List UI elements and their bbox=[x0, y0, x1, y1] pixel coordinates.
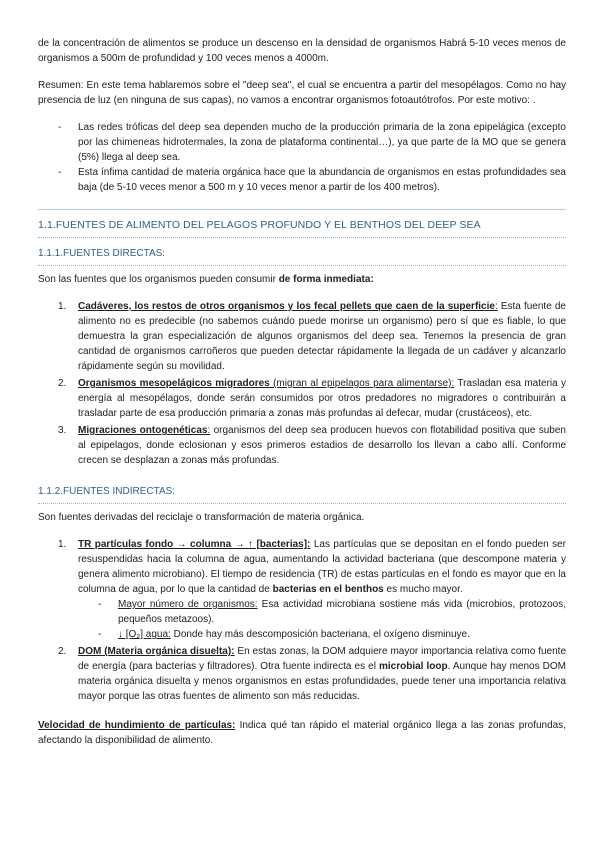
velocity-paragraph: Velocidad de hundimiento de partículas: Indica qué tan rápido el material orgánico llega a las zonas profundas, afectando la disponibilidad de alimento. bbox=[38, 720, 566, 746]
list-item: - ↓ [O₂] agua: Donde hay más descomposición bacteriana, el oxígeno disminuye. bbox=[98, 629, 470, 640]
direct-lead: Son las fuentes que los organismos pueden consumir de forma inmediata: bbox=[38, 274, 374, 285]
summary-paragraph: Resumen: En este tema hablaremos sobre el "deep sea", el cual se encuentra a partir del mesopélagos. Como no hay presencia de luz (en ninguna de sus capas), no vamos a encontrar organismos fotoautótrofos. Por este motivo: . bbox=[38, 80, 566, 106]
document-body bbox=[38, 36, 566, 748]
list-item: - Mayor número de organismos: Esa actividad microbiana sostiene más vida (microbios, protozoos, pequeños metazoos). bbox=[98, 599, 566, 625]
subsection-heading-indirect: 1.1.2.FUENTES INDIRECTAS: bbox=[38, 484, 566, 504]
indirect-sub-list bbox=[78, 597, 566, 642]
intro-paragraph: de la concentración de alimentos se produce un descenso en la densidad de organismos Habrá 5-10 veces menos de organismos a 500m de profundidad y 100 veces menos a 4000m. bbox=[38, 38, 566, 64]
bullet-marker: - bbox=[58, 167, 62, 178]
bullet-text: Las redes tróficas del deep sea dependen mucho de la producción primaria de la zona epipelágica (excepto por las chimeneas hidrotermales, la zona de plataforma continental…), ya que parte de la MO que se genera (5%) llega al deep sea. bbox=[78, 122, 566, 163]
bullet-text: Esta ínfima cantidad de materia orgánica hace que la abundancia de organismos en estas profundidades sea baja (de 5-10 veces menor a 500 m y 10 veces menor a partir de los 400 metros). bbox=[78, 167, 566, 193]
indirect-lead: Son fuentes derivadas del reciclaje o transformación de materia orgánica. bbox=[38, 512, 365, 523]
list-item: 2. DOM (Materia orgánica disuelta): En estas zonas, la DOM adquiere mayor importancia relativa como fuente de energía (para bacterias y filtradores). Otra fuente indirecta es el microbial loop. Aunque hay menos DOM materia orgánica disuelta y menos organismos en estas profundidades, puede tener una importancia relativa mayor porque las otras fuentes de alimento son más reducidas. bbox=[58, 646, 567, 702]
summary-bullet-list bbox=[38, 120, 566, 195]
list-item: 3. Migraciones ontogenéticas: organismos del deep sea producen huevos con flotabilidad positiva que suben al epipelagos, donde eclosionan y esos primeros estadios de desarrollo los llevan a cabo allí. Conforme crecen se desplazan a zonas más profundas. bbox=[58, 425, 566, 466]
bullet-marker: - bbox=[58, 122, 62, 133]
list-item: 2. Organismos mesopelágicos migradores (migran al epipelagos para alimentarse): Trasladan esa materia y energía al mesopélagos, donde serán consumidos por otros predadores no migradores o contribuirán a trasladar parte de esa producción primaria a zonas más profundas al defecar, mudar (crustáceos), etc. bbox=[58, 378, 566, 419]
list-item bbox=[38, 120, 566, 165]
indirect-sources-list bbox=[38, 537, 566, 704]
direct-sources-list bbox=[38, 299, 566, 468]
subsection-heading-direct: 1.1.1.FUENTES DIRECTAS: bbox=[38, 246, 566, 266]
list-item: 1. TR partículas fondo → columna → ↑ [bacterias]: Las partículas que se depositan en el fondo pueden ser resuspendidas hacia la columna de agua, aumentando la actividad bacteriana (que descompone materia y genera alimento microbiano). El tiempo de residencia (TR) de estas partículas en el fondo es mayor que en la columna de agua, por lo que la cantidad de bacterias en el benthos es mucho mayor. - Mayor número de organismos: Esa actividad microbiana sostiene más vida (microbios, protozoos, pequeños metazoos). - ↓ [O₂] agua: Donde hay más descomposición bacteriana, el oxígeno disminuye. bbox=[58, 539, 566, 640]
list-item: 1. Cadáveres, los restos de otros organismos y los fecal pellets que caen de la superficie: Esta fuente de alimento no es predecible (no sabemos cuándo puede morirse un organismo) pero sí que es fiable, lo que demuestra la gran especialización de algunos organismos del deep sea. Tenemos la presencia de gran cantidad de organismos carroñeros que pueden detectar rápidamente la llegada de un cadáver y alcanzarlo rápidamente según su movilidad. bbox=[58, 301, 566, 372]
section-heading: 1.1.FUENTES DE ALIMENTO DEL PELAGOS PROFUNDO Y EL BENTHOS DEL DEEP SEA bbox=[38, 209, 566, 238]
list-item bbox=[38, 165, 566, 195]
